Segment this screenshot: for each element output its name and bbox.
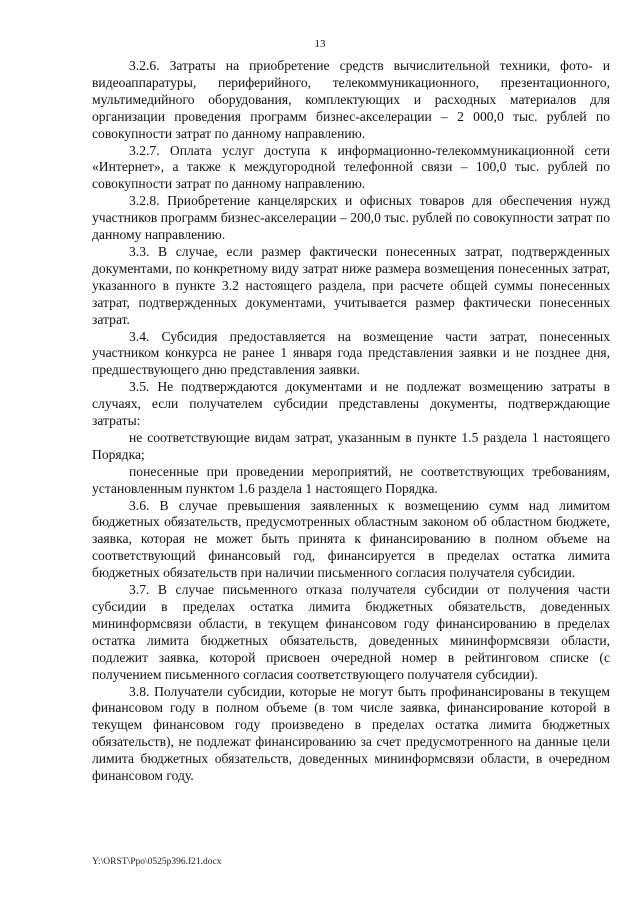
paragraph-3-2-7: 3.2.7. Оплата услуг доступа к информационно-телекоммуникационной сети «Интернет», а также к междугородной телефонной связи – 100,0 тыс. рублей по совокупности затрат по данному направлению. [92, 142, 610, 192]
paragraph-3-5: 3.5. Не подтверждаются документами и не подлежат возмещению затраты в случаях, если получателем субсидии представлены документы, подтверждающие затраты: [92, 379, 610, 429]
file-path-footer: Y:\ORST\Ppo\0525p396.f21.docx [92, 857, 222, 867]
paragraph-3-2-6: 3.2.6. Затраты на приобретение средств вычислительной техники, фото- и видеоаппаратуры, периферийного, телекоммуникационного, презентационного, мультимедийного оборудования, комплектующих и расходных материалов для организации проведения программ бизнес-акселерации – 2 000,0 тыс. рублей по совокупности затрат по данному направлению. [92, 58, 610, 141]
paragraph-3-7: 3.7. В случае письменного отказа получателя субсидии от получения части субсидии в пределах остатка лимита бюджетных обязательств, доведенных мининформсвязи области, в текущем финансовом году финансированию в пределах остатка лимита бюджетных обязательств, доведенных мининформсвязи области, подлежит заявка, которой присвоен очередной номер в рейтинговом списке (с получением письменного согласия соответствующего получателя субсидии). [92, 582, 610, 682]
paragraph-3-5-item-2: понесенные при проведении мероприятий, не соответствующих требованиям, установленным пунктом 1.6 раздела 1 настоящего Порядка. [92, 463, 610, 496]
document-body [92, 58, 610, 785]
paragraph-3-8: 3.8. Получатели субсидии, которые не могут быть профинансированы в текущем финансовом году в полном объеме (в том числе заявка, финансирование которой в текущем финансовом году произведено в пределах остатка лимита бюджетных обязательств), не подлежат финансированию за счет предусмотренного на данные цели лимита бюджетных обязательств, доведенных мининформсвязи области, в очередном финансовом году. [92, 683, 610, 784]
paragraph-3-2-8: 3.2.8. Приобретение канцелярских и офисных товаров для обеспечения нужд участников программ бизнес-акселерации – 200,0 тыс. рублей по совокупности затрат по данному направлению. [92, 193, 610, 243]
paragraph-3-5-item-1: не соответствующие видам затрат, указанным в пункте 1.5 раздела 1 настоящего Порядка; [92, 429, 610, 462]
paragraph-3-4: 3.4. Субсидия предоставляется на возмещение части затрат, понесенных участником конкурса не ранее 1 января года представления заявки и не позднее дня, предшествующего дню представления заявки. [92, 328, 610, 378]
page-number: 13 [314, 38, 326, 50]
paragraph-3-3: 3.3. В случае, если размер фактически понесенных затрат, подтвержденных документами, по конкретному виду затрат ниже размера возмещения понесенных затрат, указанного в пункте 3.2 настоящего раздела, при расчете общей суммы понесенных затрат, подтвержденных документами, учитывается размер фактически понесенных затрат. [92, 243, 610, 327]
paragraph-3-6: 3.6. В случае превышения заявленных к возмещению сумм над лимитом бюджетных обязательств, предусмотренных областным законом об областном бюджете, заявка, которая не может быть принята к финансированию в полном объеме на соответствующий финансовый год, финансируется в пределах остатка лимита бюджетных обязательств при наличии письменного согласия получателя субсидии. [92, 497, 610, 581]
